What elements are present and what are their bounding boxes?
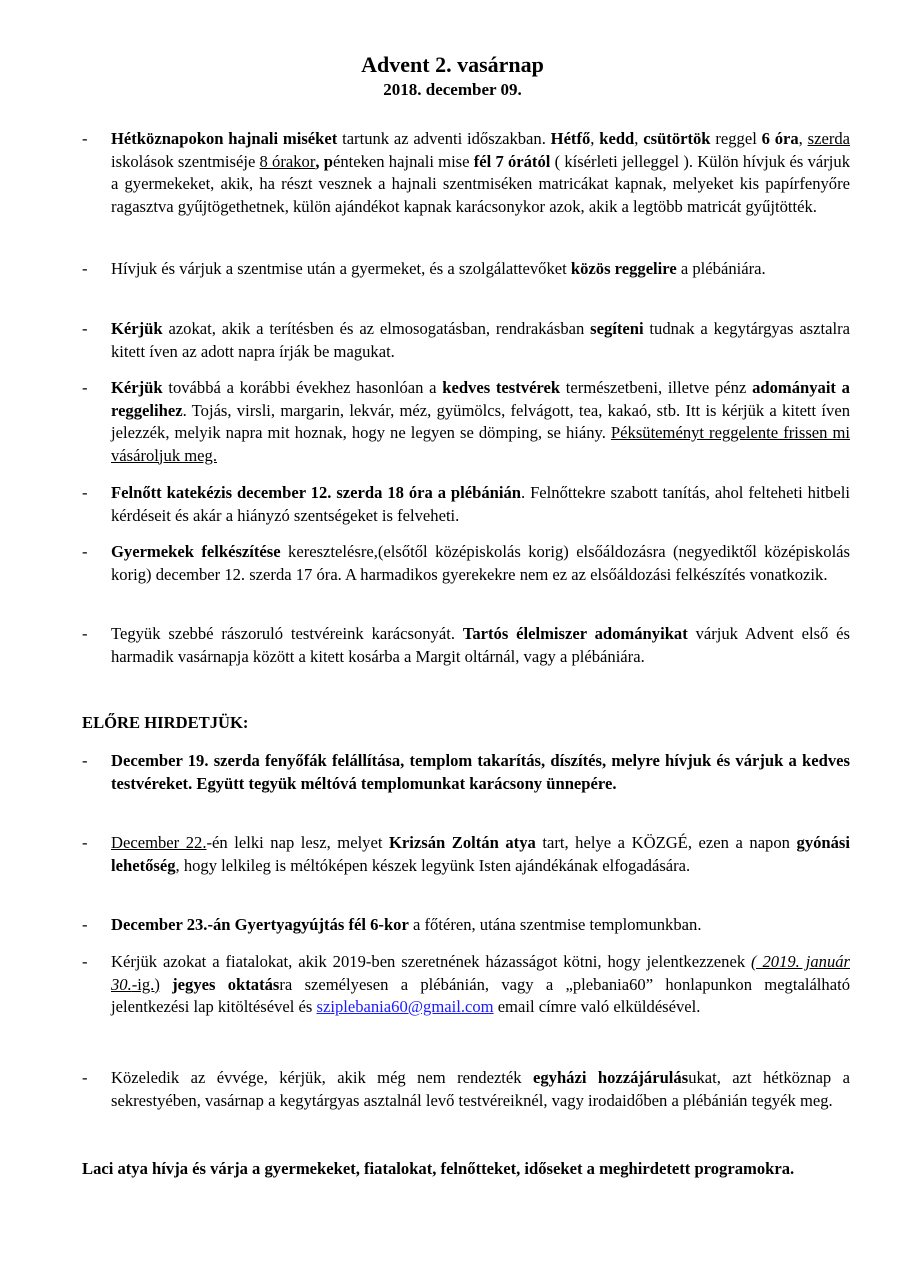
notice-item-morning-masses	[82, 128, 850, 218]
list-dash: -	[82, 542, 88, 561]
notice-text: December 19. szerda fenyőfák felállítása, templom takarítás, díszítés, melyre hívjuk és várjuk a kedves testvéreket. Együtt tegyük méltóvá templomunkat karácsony ünnepére.	[111, 751, 850, 793]
notice-text: Közeledik az évvége, kérjük, akik még nem rendezték egyházi hozzájárulásukat, azt hétköznap a sekrestyében, vasárnap a kegytárgyas asztalnál levő testvéreiknél, vagy irodaidőben a plébánián tegyék meg.	[111, 1068, 850, 1110]
announce-item-decoration	[82, 750, 850, 795]
notice-item-food-donation	[82, 623, 850, 668]
list-dash: -	[82, 129, 88, 148]
notice-text: Felnőtt katekézis december 12. szerda 18 óra a plébánián. Felnőttekre szabott tanítás, ahol felteheti hitbeli kérdéseit és akár a hiányzó szentségeket is felveheti.	[111, 483, 851, 525]
notice-text: Kérjük azokat, akik a terítésben és az elmosogatásban, rendrakásban segíteni tudnak a kegytárgyas asztalra kitett íven az adott napra írják be magukat.	[111, 319, 850, 361]
notice-text: Kérjük azokat a fiatalokat, akik 2019-ben szeretnének házasságot kötni, hogy jelentkezzenek ( 2019. január 30.-ig.) jegyes oktatásra személyesen a plébánián, vagy a „plebania60” honlapunkon megtalálható jelentkezési lap kitöltésével és sziplebania60@gmail.com email címre való elküldésével.	[111, 952, 850, 1016]
notice-item-catechesis	[82, 482, 850, 527]
notice-item-children-preparation	[82, 541, 850, 586]
list-dash: -	[82, 952, 88, 971]
announce-item-retreat-day	[82, 832, 850, 877]
list-dash: -	[82, 915, 88, 934]
notice-item-helpers	[82, 318, 850, 363]
email-link[interactable]: sziplebania60@gmail.com	[316, 997, 494, 1016]
list-dash: -	[82, 483, 88, 502]
list-dash: -	[82, 319, 88, 338]
notice-text: Gyermekek felkészítése keresztelésre,(elsőtől középiskolás korig) elsőáldozásra (negyediktől középiskolás korig) december 12. szerda 17 óra. A harmadikos gyerekekre nem ez az elsőáldozási felkészítés vonatkozik.	[111, 542, 851, 584]
notice-text: Kérjük továbbá a korábbi évekhez hasonlóan a kedves testvérek természetbeni, illetve pénz adományait a reggelihez. Tojás, virsli, margarin, lekvár, méz, gyümölcs, felvágott, tea, kakaó, stb. Itt is kérjük a kitett íven jelezzék, melyik napra mit hoznak, hogy ne legyen se dömping, se hiány. Péksüteményt reggelente frissen mi vásároljuk meg.	[111, 378, 850, 465]
closing-invitation: Laci atya hívja és várja a gyermekeket, fiatalokat, felnőtteket, időseket a meghirdetett programokra.	[82, 1159, 795, 1178]
notice-text: Hívjuk és várjuk a szentmise után a gyermeket, és a szolgálattevőket közös reggelire a plébániára.	[111, 259, 766, 278]
page-title: Advent 2. vasárnap	[361, 52, 544, 77]
notice-item-breakfast	[82, 258, 850, 281]
list-dash: -	[82, 751, 88, 770]
announce-item-marriage-course	[82, 951, 850, 1019]
list-dash: -	[82, 378, 88, 397]
announce-item-church-contribution	[82, 1067, 850, 1112]
notice-text: December 22.-én lelki nap lesz, melyet Krizsán Zoltán atya tart, helye a KÖZGÉ, ezen a napon gyónási lehetőség, hogy lelkileg is méltóképen készek legyünk Isten ajándékának elfogadására.	[111, 833, 850, 875]
announcements-heading: ELŐRE HIRDETJÜK:	[82, 713, 249, 732]
list-dash: -	[82, 259, 88, 278]
announce-item-candle-lighting	[82, 914, 850, 937]
list-dash: -	[82, 624, 88, 643]
notice-text: Hétköznapokon hajnali miséket tartunk az adventi időszakban. Hétfő, kedd, csütörtök reggel 6 óra, szerda iskolások szentmiséje 8 órakor, pénteken hajnali mise fél 7 órától ( kísérleti jelleggel ). Külön hívjuk és várjuk a gyermekeket, akik, ha részt vesznek a hajnali szentmiséken matricákat kapnak, melyeket kis papírfenyőre ragasztva gyűjtögethetnek, külön ajándékot kapnak karácsonykor azok, akik a legtöbb matricát gyűjtötték.	[111, 129, 851, 216]
page-date: 2018. december 09.	[383, 80, 522, 99]
list-dash: -	[82, 1068, 88, 1087]
notice-item-donations	[82, 377, 850, 467]
notice-text: Tegyük szebbé rászoruló testvéreink karácsonyát. Tartós élelmiszer adományikat várjuk Advent első és harmadik vasárnapja között a kitett kosárba a Margit oltárnál, vagy a plébániára.	[111, 624, 850, 666]
list-dash: -	[82, 833, 88, 852]
notice-text: December 23.-án Gyertyagyújtás fél 6-kor a főtéren, utána szentmise templomunkban.	[111, 915, 702, 934]
